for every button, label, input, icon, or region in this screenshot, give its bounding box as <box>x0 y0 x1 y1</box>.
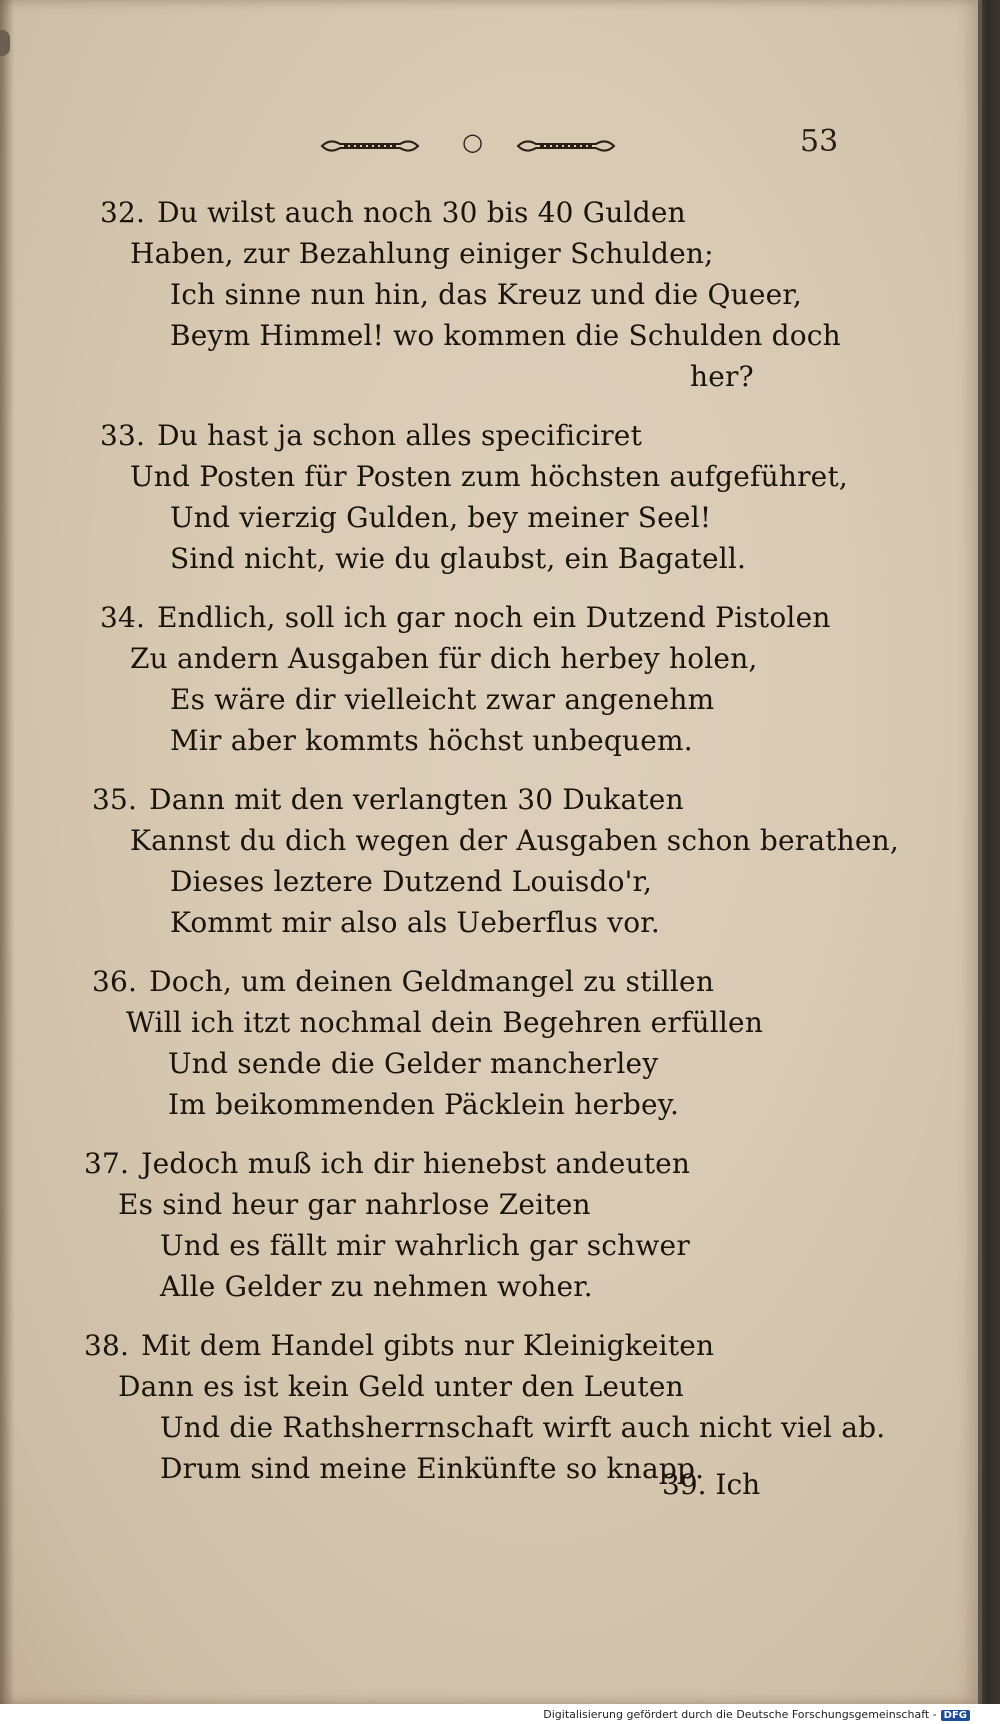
verse-line: Beym Himmel! wo kommen die Schulden doch <box>170 319 841 352</box>
verse-line: Und es fällt mir wahrlich gar schwer <box>160 1229 690 1262</box>
stanza-32 <box>0 192 978 397</box>
verse-line: Im beikommenden Päcklein herbey. <box>168 1088 680 1121</box>
verse-line-continuation: her? <box>690 360 754 393</box>
verse-line: Dieses leztere Dutzend Louisdo'r, <box>170 865 653 898</box>
verse-line-text: Doch, um deinen Geldmangel zu stillen <box>149 965 715 998</box>
verse-line-text: Mit dem Handel gibts nur Kleinigkeiten <box>141 1329 715 1362</box>
verse-line: Will ich itzt nochmal dein Begehren erfüllen <box>126 1006 764 1039</box>
dfg-logo-icon: DFG <box>941 1710 970 1721</box>
stanza-number: 36. <box>92 965 138 998</box>
verse-line: Alle Gelder zu nehmen woher. <box>160 1270 593 1303</box>
page-number: 53 <box>800 124 839 159</box>
stanza-35 <box>0 779 978 943</box>
digitization-credit <box>543 1708 970 1721</box>
stanza-34 <box>0 597 978 761</box>
verse-line: Dann es ist kein Geld unter den Leuten <box>118 1370 684 1403</box>
verse-line: Und sende die Gelder mancherley <box>168 1047 659 1080</box>
catchword: 39. Ich <box>662 1468 761 1501</box>
stanza-number: 38. <box>84 1329 130 1362</box>
stanza-number: 32. <box>100 196 146 229</box>
stanza-number: 33. <box>100 419 146 452</box>
book-edge <box>978 0 1000 1724</box>
verse-line: Ich sinne nun hin, das Kreuz und die Queer, <box>170 278 802 311</box>
verse-line-text: Jedoch muß ich dir hienebst andeuten <box>141 1147 691 1180</box>
verse-line <box>0 1325 978 1366</box>
verse-line-text: Dann mit den verlangten 30 Dukaten <box>149 783 684 816</box>
verse-text <box>0 192 978 1507</box>
running-head <box>320 124 840 168</box>
verse-line: Es sind heur gar nahrlose Zeiten <box>118 1188 591 1221</box>
verse-line: Mir aber kommts höchst unbequem. <box>170 724 693 757</box>
verse-line <box>0 1143 978 1184</box>
stanza-33 <box>0 415 978 579</box>
verse-line-text: Endlich, soll ich gar noch ein Dutzend Pistolen <box>157 601 831 634</box>
stanza-number: 35. <box>92 783 138 816</box>
verse-line: Zu andern Ausgaben für dich herbey holen, <box>130 642 758 675</box>
verse-line-text: Du wilst auch noch 30 bis 40 Gulden <box>157 196 686 229</box>
verse-line: Haben, zur Bezahlung einiger Schulden; <box>130 237 714 270</box>
verse-line: Und Posten für Posten zum höchsten aufgeführet, <box>130 460 848 493</box>
stanza-38 <box>0 1325 978 1489</box>
verse-line <box>0 192 978 233</box>
verse-line: Und die Rathsherrnschaft wirft auch nicht viel ab. <box>160 1411 886 1444</box>
verse-line-text: Du hast ja schon alles specificiret <box>157 419 643 452</box>
verse-line: Sind nicht, wie du glaubst, ein Bagatell. <box>170 542 747 575</box>
running-head-ornament: ○ <box>462 128 483 156</box>
spine-mark <box>0 30 10 56</box>
verse-line <box>0 415 978 456</box>
verse-line: Es wäre dir vielleicht zwar angenehm <box>170 683 715 716</box>
verse-line: Drum sind meine Einkünfte so knapp. <box>160 1452 705 1485</box>
footer-strip <box>0 1704 1000 1724</box>
verse-line <box>0 597 978 638</box>
stanza-36 <box>0 961 978 1125</box>
right-ornament-icon <box>516 136 616 156</box>
verse-line <box>0 961 978 1002</box>
left-ornament-icon <box>320 136 420 156</box>
credit-text: Digitalisierung gefördert durch die Deutsche Forschungsgemeinschaft - <box>543 1708 937 1721</box>
verse-line: Und vierzig Gulden, bey meiner Seel! <box>170 501 712 534</box>
stanza-37 <box>0 1143 978 1307</box>
verse-line: Kannst du dich wegen der Ausgaben schon berathen, <box>130 824 899 857</box>
verse-line: Kommt mir also als Ueberflus vor. <box>170 906 660 939</box>
verse-line <box>0 779 978 820</box>
stanza-number: 37. <box>84 1147 130 1180</box>
stanza-number: 34. <box>100 601 146 634</box>
